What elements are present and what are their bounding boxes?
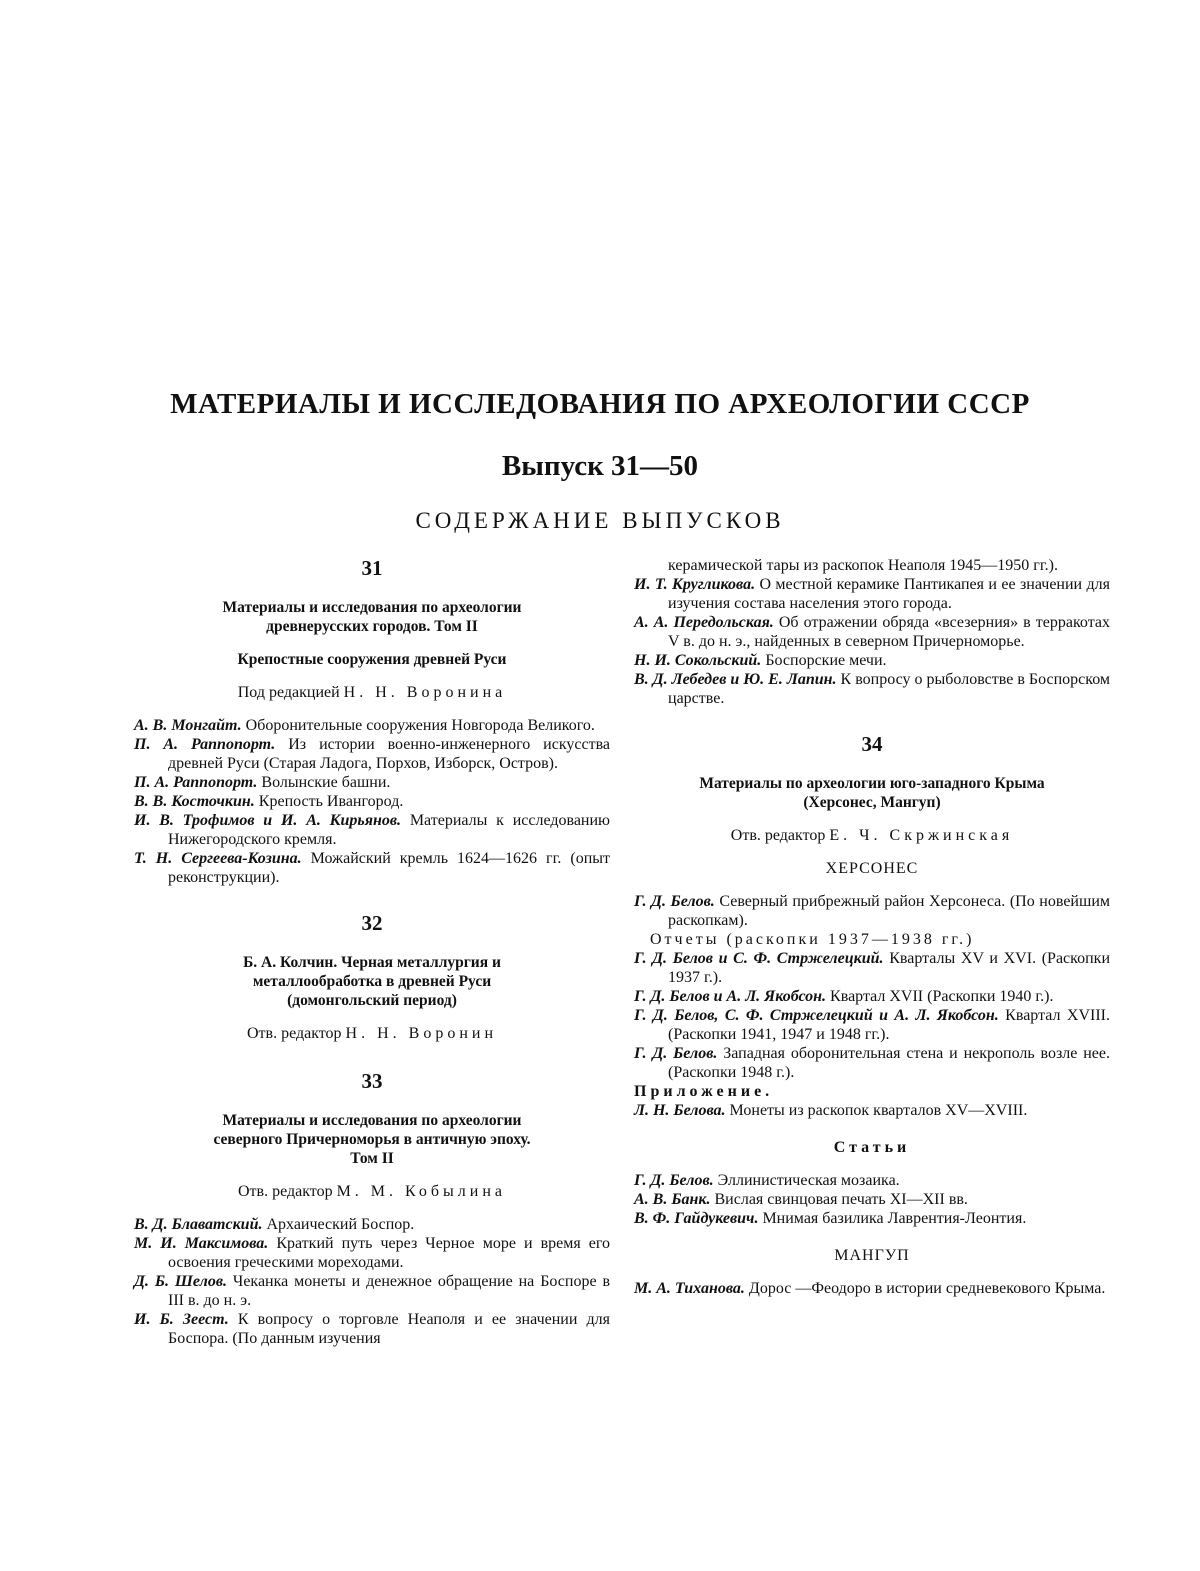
contents-entry xyxy=(634,892,1110,930)
entry-title: Материалы к исследованию Нижегородского кремля. xyxy=(168,812,611,848)
volume-34-title-line: Материалы по археологии юго-западного Крыма xyxy=(699,775,1045,792)
section-title-mangup: МАНГУП xyxy=(834,1247,910,1264)
contents-entry xyxy=(634,1006,1110,1044)
contents-entry xyxy=(634,651,1110,670)
contents-entry xyxy=(634,1044,1110,1082)
volume-33-title-line: северного Причерноморья в античную эпоху. xyxy=(213,1131,531,1148)
entry-author: П. А. Раппопорт. xyxy=(134,774,258,791)
volume-31-title-line: древнерусских городов. Том II xyxy=(266,618,478,635)
entry-author: Г. Д. Белов. xyxy=(634,893,715,910)
volume-33-title-line: Материалы и исследования по археологии xyxy=(222,1112,522,1129)
entry-author: Г. Д. Белов, С. Ф. Стржелецкий и А. Л. Якобсон. xyxy=(634,1007,999,1024)
entry-title: Боспорские мечи. xyxy=(765,652,887,669)
contents-entry xyxy=(634,1101,1110,1120)
entry-title: Кварталы XV и XVI. (Раскопки 1937 г.). xyxy=(668,950,1111,986)
volume-32-title-line: (домонгольский период) xyxy=(287,992,457,1009)
volume-31-number: 31 xyxy=(361,556,383,580)
volume-31-subtitle: Крепостные сооружения древней Руси xyxy=(237,651,507,668)
contents-entry xyxy=(634,613,1110,651)
entry-author: А. В. Банк. xyxy=(634,1191,711,1208)
issue-range: Выпуск 31—50 xyxy=(501,450,699,482)
volume-33-title-line: Том II xyxy=(350,1150,394,1167)
volume-33-number: 33 xyxy=(361,1069,383,1093)
contents-entry xyxy=(634,987,1110,1006)
page-title: МАТЕРИАЛЫ И ИССЛЕДОВАНИЯ ПО АРХЕОЛОГИИ СССР xyxy=(170,388,1030,420)
section-title-chersonesos: ХЕРСОНЕС xyxy=(825,860,919,877)
entry-title: Можайский кремль 1624—1626 гг. (опыт реконструкции). xyxy=(168,850,610,886)
editor-name: Е. Ч. Скржинская xyxy=(829,827,1014,844)
contents-entry xyxy=(134,735,610,773)
entry-title: Волынские башни. xyxy=(261,774,391,791)
entry-author: И. Т. Кругликова. xyxy=(634,576,756,593)
section-title-articles: Статьи xyxy=(833,1139,911,1156)
entry-continuation: керамической тары из раскопок Неаполя 1945—1950 гг.). xyxy=(668,557,1058,574)
editor-name: М. М. Кобылина xyxy=(336,1183,506,1200)
volume-32-editor xyxy=(134,1024,610,1043)
entry-title: Квартал XVII (Раскопки 1940 г.). xyxy=(830,988,1054,1005)
entry-author: М. И. Максимова. xyxy=(134,1235,269,1252)
contents-entry xyxy=(634,949,1110,987)
entry-author: Т. Н. Сергеева-Козина. xyxy=(134,850,302,867)
entry-author: Л. Н. Белова. xyxy=(634,1102,726,1119)
contents-entry xyxy=(134,792,610,811)
entry-author: Г. Д. Белов и А. Л. Якобсон. xyxy=(634,988,827,1005)
entry-title: Об отражении обряда «всезерния» в терракотах V в. до н. э., найденных в северном Причерноморье. xyxy=(668,614,1110,650)
volume-33-entries xyxy=(134,1215,610,1348)
entry-author: М. А. Тиханова. xyxy=(634,1280,745,1297)
entry-author: Д. Б. Шелов. xyxy=(134,1273,227,1290)
contents-entry xyxy=(634,1190,1110,1209)
entry-author: В. Ф. Гайдукевич. xyxy=(634,1210,759,1227)
volume-34-number: 34 xyxy=(861,732,883,756)
volume-33-title xyxy=(134,1111,610,1168)
editor-label: Отв. редактор xyxy=(237,1183,333,1200)
contents-entry xyxy=(134,1234,610,1272)
volume-32-title xyxy=(134,953,610,1010)
volume-34-editor xyxy=(634,826,1110,845)
volume-34-title-line: (Херсонес, Мангуп) xyxy=(803,794,941,811)
contents-entry xyxy=(134,1215,610,1234)
entry-title: Крепость Ивангород. xyxy=(258,793,404,810)
contents-entry xyxy=(634,1279,1110,1298)
contents-entry xyxy=(134,811,610,849)
entry-title: К вопросу о торговле Неаполя и ее значении для Боспора. (По данным изучения xyxy=(168,1311,611,1347)
entry-author: В. Д. Блаватский. xyxy=(134,1216,263,1233)
entry-title: Монеты из раскопок кварталов XV—XVIII. xyxy=(729,1102,1028,1119)
entry-title: Из истории военно-инженерного искусства древней Руси (Старая Ладога, Порхов, Изборск, Остров). xyxy=(168,736,611,772)
entry-title: Дорос —Феодоро в истории средневекового Крыма. xyxy=(748,1280,1106,1297)
editor-label: Отв. редактор xyxy=(730,827,826,844)
entry-author: И. В. Трофимов и И. А. Кирьянов. xyxy=(134,812,402,829)
entry-author: А. В. Монгайт. xyxy=(134,717,242,734)
volume-32-title-line: металлообработка в древней Руси xyxy=(252,973,492,990)
editor-label: Под редакцией xyxy=(237,684,340,701)
contents-entry xyxy=(134,849,610,887)
entry-title: Оборонительные сооружения Новгорода Великого. xyxy=(245,717,595,734)
reports-text: (раскопки 1937—1938 гг.) xyxy=(726,931,975,948)
entry-title: Чеканка монеты и денежное обращение на Боспоре в III в. до н. э. xyxy=(168,1273,611,1309)
contents-entry xyxy=(634,575,1110,613)
editor-name: Н. Н. Воронина xyxy=(343,684,507,701)
volume-31-title-line: Материалы и исследования по археологии xyxy=(222,599,522,616)
contents-entry xyxy=(634,670,1110,708)
entry-author: В. В. Косточкин. xyxy=(134,793,255,810)
entry-author: В. Д. Лебедев и Ю. Е. Лапин. xyxy=(634,671,837,688)
reports-heading xyxy=(634,930,1110,949)
entry-author: И. Б. Зеест. xyxy=(134,1311,229,1328)
volume-33-editor xyxy=(134,1182,610,1201)
entry-author: Г. Д. Белов. xyxy=(634,1172,714,1189)
contents-entry xyxy=(134,1310,610,1348)
volume-32-title-line: Б. А. Колчин. Черная металлургия и xyxy=(243,954,501,971)
left-column xyxy=(134,556,610,1348)
entry-author: Г. Д. Белов и С. Ф. Стржелецкий. xyxy=(634,950,884,967)
entry-author: Г. Д. Белов. xyxy=(634,1045,718,1062)
entry-title: Архаический Боспор. xyxy=(266,1216,415,1233)
entry-title: Западная оборонительная стена и некрополь возле нее. (Раскопки 1948 г.). xyxy=(668,1045,1110,1081)
volume-34-title xyxy=(634,774,1110,812)
entry-title: К вопросу о рыболовстве в Боспорском царстве. xyxy=(668,671,1111,707)
volume-31-title xyxy=(134,598,610,636)
entry-title: Краткий путь через Черное море и время его освоения греческими мореходами. xyxy=(168,1235,611,1271)
entry-author: П. А. Раппопорт. xyxy=(134,736,276,753)
contents-entry xyxy=(134,773,610,792)
right-column xyxy=(634,556,1110,1298)
volume-31-editor xyxy=(134,683,610,702)
editor-label: Отв. редактор xyxy=(246,1025,342,1042)
volume-32-number: 32 xyxy=(361,911,383,935)
volume-31-entries xyxy=(134,716,610,887)
appendix-label: Приложение. xyxy=(634,1083,774,1100)
editor-name: Н. Н. Воронин xyxy=(345,1025,498,1042)
contents-entry xyxy=(634,1209,1110,1228)
entry-author: Н. И. Сокольский. xyxy=(634,652,762,669)
entry-author: А. А. Передольская. xyxy=(634,614,774,631)
entry-title: Вислая свинцовая печать XI—XII вв. xyxy=(714,1191,968,1208)
entry-title: Квартал XVIII. (Раскопки 1941, 1947 и 1948 гг.). xyxy=(668,1007,1110,1043)
contents-entry xyxy=(134,1272,610,1310)
contents-entry xyxy=(634,1171,1110,1190)
entry-title: О местной керамике Пантикапея и ее значении для изучения состава населения этого города. xyxy=(668,576,1110,612)
contents-heading: СОДЕРЖАНИЕ ВЫПУСКОВ xyxy=(415,508,785,533)
entry-title: Северный прибрежный район Херсонеса. (По новейшим раскопкам). xyxy=(668,893,1111,929)
entry-title: Мнимая базилика Лаврентия-Леонтия. xyxy=(762,1210,1027,1227)
contents-entry xyxy=(134,716,610,735)
reports-label: Отчеты xyxy=(650,931,720,948)
entry-title: Эллинистическая мозаика. xyxy=(717,1172,900,1189)
